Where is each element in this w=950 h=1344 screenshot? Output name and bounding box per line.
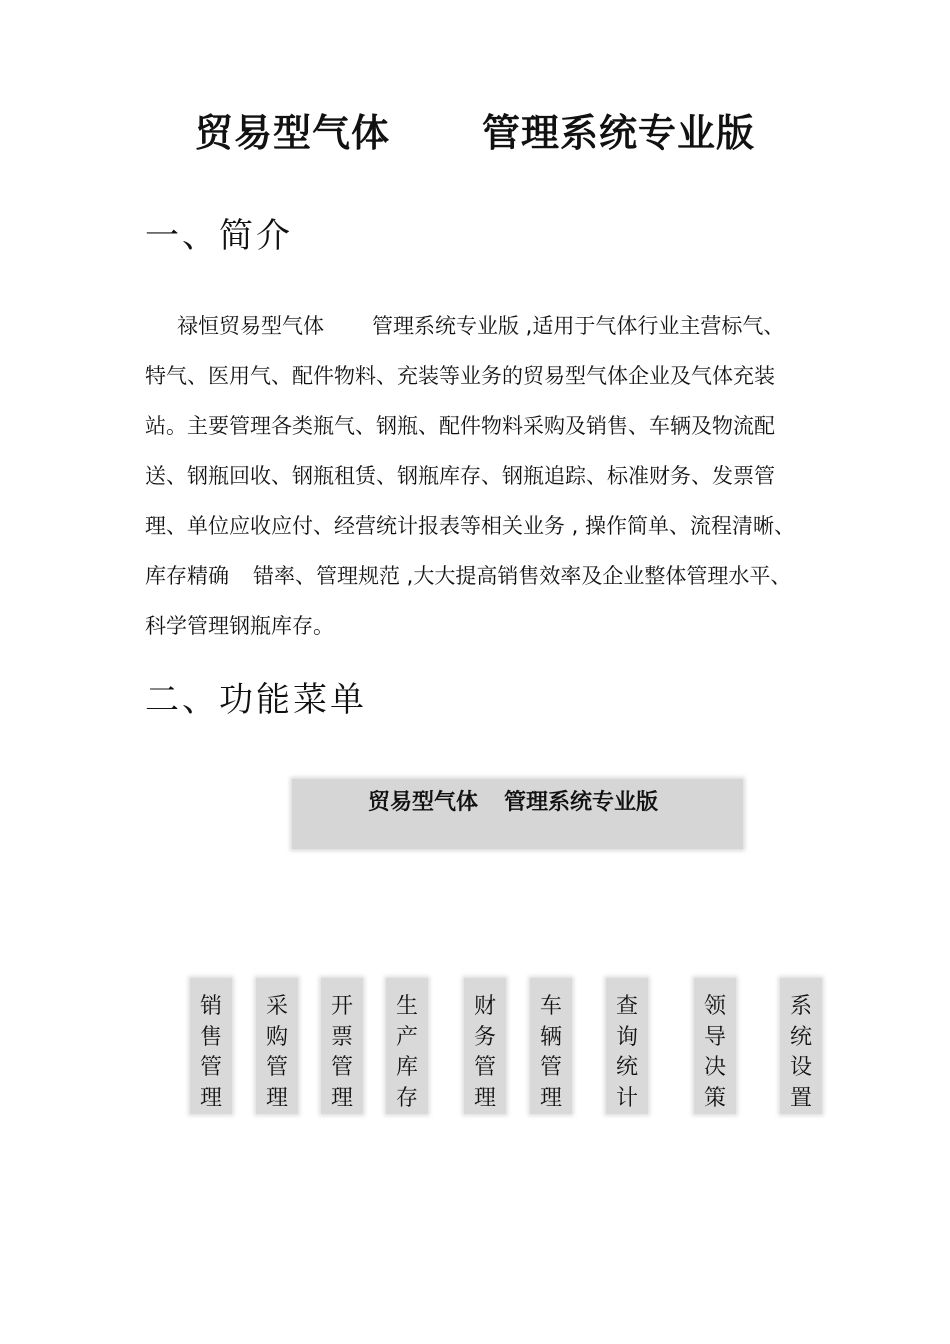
intro-line-4: 送、钢瓶回收、钢瓶租赁、钢瓶库存、钢瓶追踪、标准财务、发票管 [145, 464, 775, 488]
title-part1: 贸易型气体 [194, 111, 390, 155]
intro-line-2: 特气、医用气、配件物料、充装等业务的贸易型气体企业及气体充装 [145, 364, 775, 388]
document-title [0, 102, 950, 157]
menu-item-system-settings: 系统设置 [780, 978, 822, 1114]
intro-line-6: 库存精确 错率、管理规范 ,大大提高销售效率及企业整体管理水平、 [145, 564, 792, 588]
menu-header-part2: 管理系统专业版 [504, 790, 659, 815]
section-heading-intro: 一、简介 [145, 216, 293, 256]
intro-line-1: 禄恒贸易型气体 管理系统专业版 ,适用于气体行业主营标气、 [177, 314, 785, 338]
menu-item-vehicles: 车辆管理 [530, 978, 572, 1114]
menu-item-leadership: 领导决策 [694, 978, 736, 1114]
menu-item-sales: 销售管理 [190, 978, 232, 1114]
section-heading-menu: 二、功能菜单 [145, 680, 367, 720]
menu-item-query-stats: 查询统计 [606, 978, 648, 1114]
title-part2: 管理系统专业版 [482, 111, 756, 155]
intro-paragraph [145, 301, 817, 651]
intro-line-7: 科学管理钢瓶库存。 [145, 614, 334, 638]
intro-line-3: 站。主要管理各类瓶气、钢瓶、配件物料采购及销售、车辆及物流配 [145, 414, 775, 438]
menu-item-production-inventory: 生产库存 [386, 978, 428, 1114]
menu-diagram-header [292, 779, 743, 849]
menu-header-part1: 贸易型气体 [368, 790, 479, 815]
intro-line-5: 理、单位应收应付、经营统计报表等相关业务 , 操作简单、流程清晰、 [145, 514, 796, 538]
menu-item-purchase: 采购管理 [256, 978, 298, 1114]
menu-item-finance: 财务管理 [464, 978, 506, 1114]
menu-item-invoice: 开票管理 [321, 978, 363, 1114]
